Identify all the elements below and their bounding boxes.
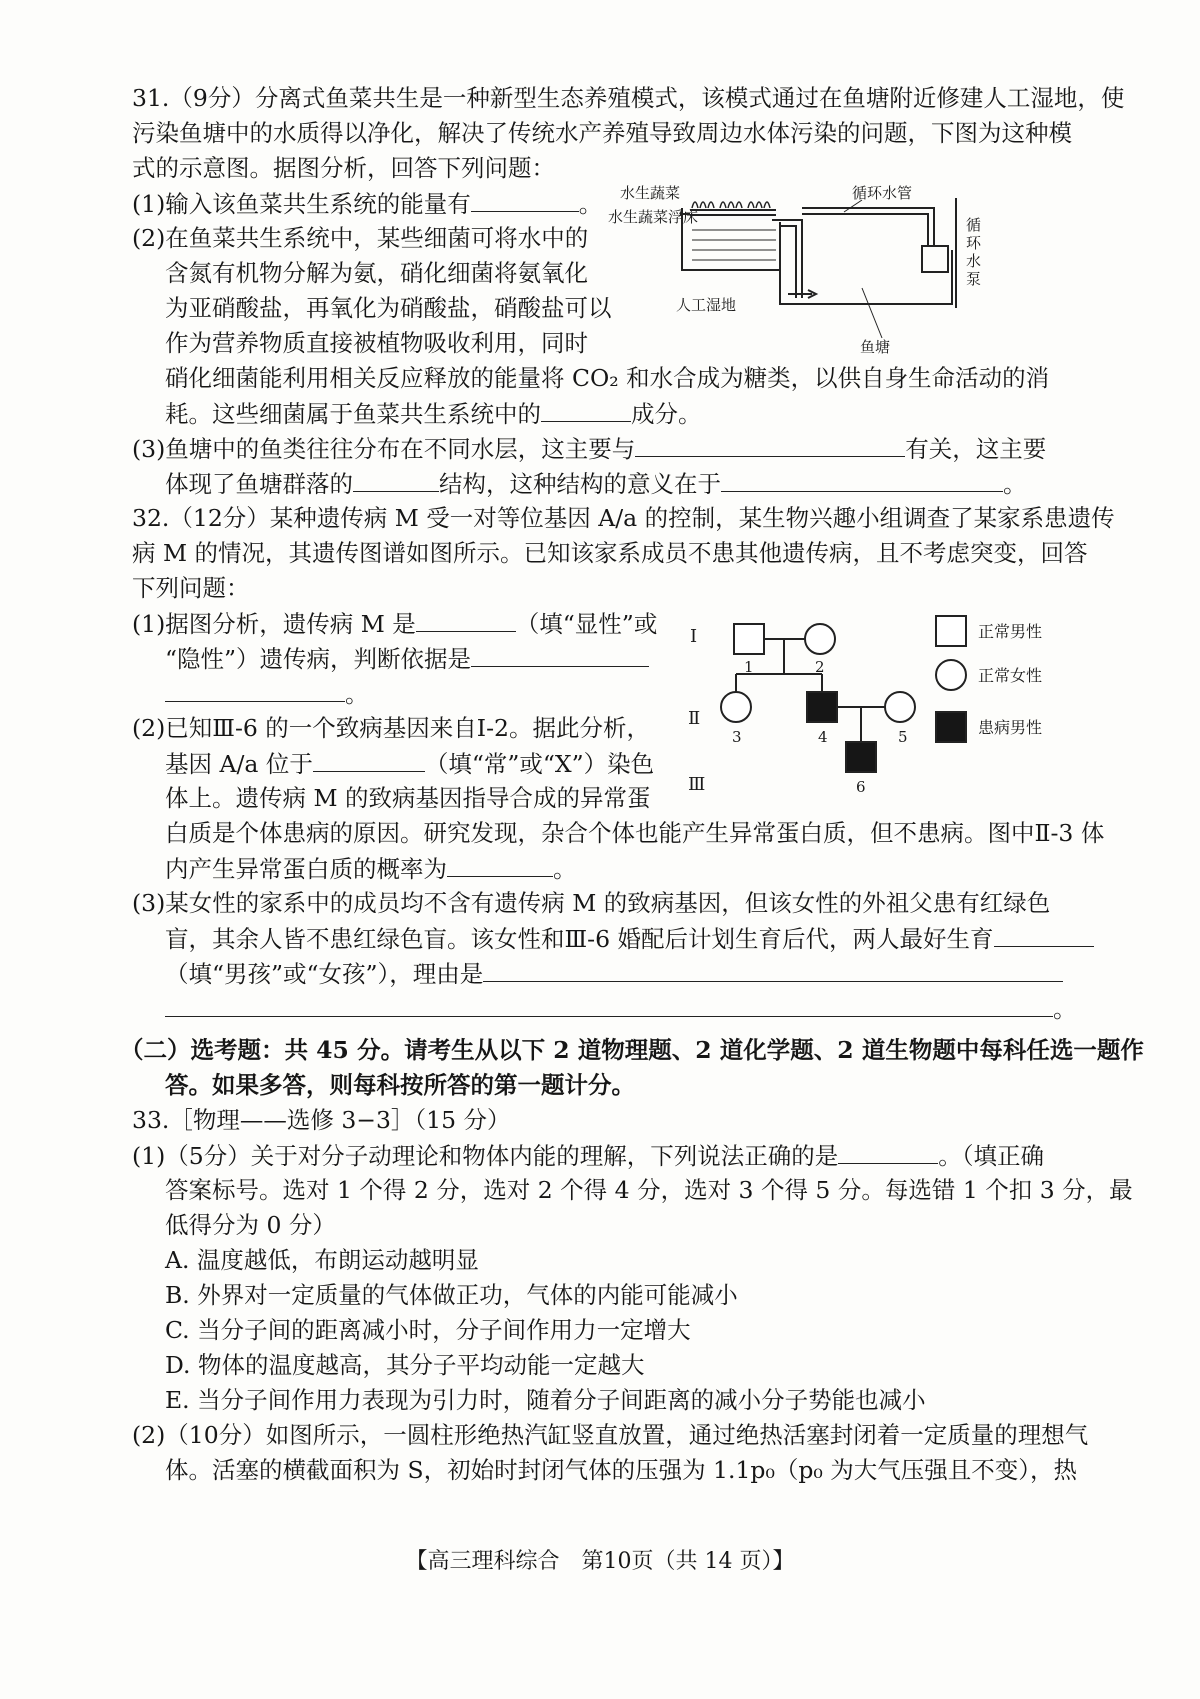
q32-line-1: 32.（12分）某种遗传病 M 受一对等位基因 A/a 的控制，某生物兴趣小组调查了某家系患遗传 [132,504,1115,532]
q32-part-1-line-2 [165,642,649,675]
plant-icons [692,202,770,208]
generation-label-ii: Ⅱ [688,708,701,729]
individual-id: 5 [898,728,908,746]
legend-normal-male: 正常男性 [978,622,1043,641]
legend-affected-male: 患病男性 [978,718,1043,737]
individual-id: 6 [856,778,866,796]
q32-part-2-end: 。 [553,855,577,883]
q32-part-1-end: 。 [345,680,369,708]
answer-blank[interactable] [994,922,1094,947]
q31-part-3-line-2 [165,467,1027,500]
answer-blank[interactable] [541,397,631,422]
answer-blank[interactable] [447,852,553,877]
q32-part-3-line-4 [165,992,1077,1025]
answer-blank[interactable] [416,607,516,632]
q32-part-2-line-4: 白质是个体患病的原因。研究发现，杂合个体也能产生异常蛋白质，但不患病。图中Ⅱ-3 体 [165,819,1105,847]
q32-line-2: 病 M 的情况，其遗传图谱如图所示。已知该家系成员不患其他遗传病，且不考虑突变，回答 [132,539,1088,567]
answer-blank[interactable] [353,467,439,492]
q31-part-3-text: (3)鱼塘中的鱼类往往分布在不同水层，这主要与 [132,435,636,463]
q32-part-3-line-2 [165,922,1094,955]
q31-line-1: 31.（9分）分离式鱼菜共生是一种新型生态养殖模式，该模式通过在鱼塘附近修建人工湿地，使 [132,84,1125,112]
q32-part-1-text: (1)据图分析，遗传病 M 是 [132,610,416,638]
q31-part-2-line-1: (2)在鱼菜共生系统中，某些细菌可将水中的 [132,224,589,252]
q31-part-1-text: (1)输入该鱼菜共生系统的能量有 [132,190,471,218]
q32-part-3-text-2: 盲，其余人皆不患红绿色盲。该女性和Ⅲ-6 婚配后计划生育后代，两人最好生育 [165,925,994,953]
q31-line-3: 式的示意图。据图分析，回答下列问题： [132,154,555,182]
option-b: B. 外界对一定质量的气体做正功，气体的内能可能减小 [165,1281,738,1309]
q32-part-2-line-1: (2)已知Ⅲ-6 的一个致病基因来自Ⅰ-2。据此分析， [132,714,650,742]
q33-part-1-line-1 [132,1139,1044,1172]
q31-part-2-text: 耗。这些细菌属于鱼菜共生系统中的 [165,400,541,428]
q33-part-1-tail: 。（填正确 [938,1142,1044,1170]
answer-blank[interactable] [721,467,1003,492]
pump-label-char: 环 [966,234,982,252]
individual-ii-4 [807,692,837,722]
q31-part-3-text-2: 体现了鱼塘群落的 [165,470,353,498]
pump-label-char: 循 [966,216,982,234]
individual-ii-3 [721,692,751,722]
legend-normal-female-symbol [936,660,966,690]
individual-ii-5 [885,692,915,722]
individual-id: 1 [744,658,754,676]
section-2-line-1: （二）选考题：共 45 分。请考生从以下 2 道物理题、2 道化学题、2 道生物题中每科任选一题作 [120,1036,1144,1064]
q32-part-1-text-2: “隐性”）遗传病，判断依据是 [165,645,472,673]
individual-id: 3 [732,728,742,746]
diagram-pipe-label: 循环水管 [852,184,913,202]
option-d: D. 物体的温度越高，其分子平均动能一定越大 [165,1351,645,1379]
q31-part-2-line-5: 硝化细菌能利用相关反应释放的能量将 CO₂ 和水合成为糖类，以供自身生命活动的消 [165,364,1050,392]
fish-pond [780,250,952,338]
diagram-veg-label: 水生蔬菜 [620,184,681,202]
individual-id: 2 [815,658,825,676]
answer-blank[interactable] [471,642,649,667]
q32-part-3-line-1: (3)某女性的家系中的成员均不含有遗传病 M 的致病基因，但该女性的外祖父患有红绿色 [132,889,1051,917]
diagram-pond-label: 鱼塘 [860,338,891,356]
q32-line-3: 下列问题： [132,574,250,602]
pump-label-char: 水 [966,252,982,270]
individual-i-1 [734,624,764,654]
legend-normal-male-symbol [936,616,966,646]
q32-part-3-line-3 [165,957,1063,990]
q32-part-3-text-3: （填“男孩”或“女孩”），理由是 [165,960,484,988]
answer-blank[interactable] [635,432,905,457]
answer-blank[interactable] [313,747,425,772]
option-a: A. 温度越低，布朗运动越明显 [165,1246,479,1274]
q32-part-2-line-2 [165,747,654,780]
generation-label-i: Ⅰ [690,626,698,647]
q31-part-3-text-3: 结构，这种结构的意义在于 [439,470,721,498]
q33-part-1-text: (1)（5分）关于对分子动理论和物体内能的理解，下列说法正确的是 [132,1142,839,1170]
q31-part-3-line-1 [132,432,1046,465]
answer-blank[interactable] [483,957,1063,982]
answer-blank[interactable] [165,992,1053,1017]
option-e: E. 当分子间作用力表现为引力时，随着分子间距离的减小分子势能也减小 [165,1386,926,1414]
legend-normal-female: 正常女性 [978,666,1043,685]
q33-part-2-line-1: (2)（10分）如图所示，一圆柱形绝热汽缸竖直放置，通过绝热活塞封闭着一定质量的理想气 [132,1421,1089,1449]
generation-label-iii: Ⅲ [688,774,706,795]
pump-label-char: 泵 [966,270,982,288]
q31-part-3-end: 。 [1003,470,1027,498]
q31-part-3-tail: 有关，这主要 [905,435,1047,463]
q32-part-2-text-5: 内产生异常蛋白质的概率为 [165,855,447,883]
page-footer: 【高三理科综合 第10页（共 14 页）】 [405,1549,795,1574]
q32-part-2-line-5 [165,852,577,885]
pump-label [966,216,982,288]
q33-part-1-line-2: 答案标号。选对 1 个得 2 分，选对 2 个得 4 分，选对 3 个得 5 分。每选错 1 个扣 3 分，最 [165,1176,1133,1204]
q31-part-2-line-6 [165,397,702,430]
q33-part-2-line-2: 体。活塞的横截面积为 S，初始时封闭气体的压强为 1.1p₀（p₀ 为大气压强且不变），热 [165,1456,1078,1484]
q33-part-1-line-3: 低得分为 0 分） [165,1211,336,1239]
q32-part-1-line-1 [132,607,657,640]
q31-part-2-tail: 成分。 [631,400,702,428]
fish-vegetable-diagram [608,178,1072,360]
q32-part-1-line-3 [165,677,369,710]
q31-part-2-line-3: 为亚硝酸盐，再氧化为硝酸盐，硝酸盐可以 [165,294,612,322]
individual-id: 4 [818,728,828,746]
option-c: C. 当分子间的距离减小时，分子间作用力一定增大 [165,1316,691,1344]
diagram-wetland-label: 人工湿地 [676,296,737,314]
q32-part-3-end: 。 [1053,995,1077,1023]
q31-part-2-line-2: 含氮有机物分解为氨，硝化细菌将氨氧化 [165,259,588,287]
q31-part-1: (1)输入该鱼菜共生系统的能量有 。 [132,187,602,220]
individual-i-2 [805,624,835,654]
answer-blank[interactable] [165,677,345,702]
answer-blank[interactable] [471,187,579,212]
q31-part-2-line-4: 作为营养物质直接被植物吸收利用，同时 [165,329,588,357]
circulation-pipe [772,200,934,298]
q33-title: 33.［物理——选修 3−3］（15 分） [132,1106,511,1134]
answer-blank[interactable] [838,1139,938,1164]
pedigree-chart [690,612,1080,812]
q32-part-2-tail: （填“常”或“X”）染色 [424,750,655,778]
legend-affected-male-symbol [936,712,966,742]
q32-part-2-line-3: 体上。遗传病 M 的致病基因指导合成的异常蛋 [165,784,651,812]
diagram-float-label: 水生蔬菜浮床 [608,208,699,226]
q32-part-2-text: 基因 A/a 位于 [165,750,313,778]
individual-iii-6 [846,742,876,772]
q31-line-2: 污染鱼塘中的水质得以净化，解决了传统水产养殖导致周边水体污染的问题，下图为这种模 [132,119,1072,147]
q32-part-1-tail: （填“显性”或 [515,610,658,638]
section-2-line-2: 答。如果多答，则每科按所答的第一题计分。 [165,1071,635,1099]
